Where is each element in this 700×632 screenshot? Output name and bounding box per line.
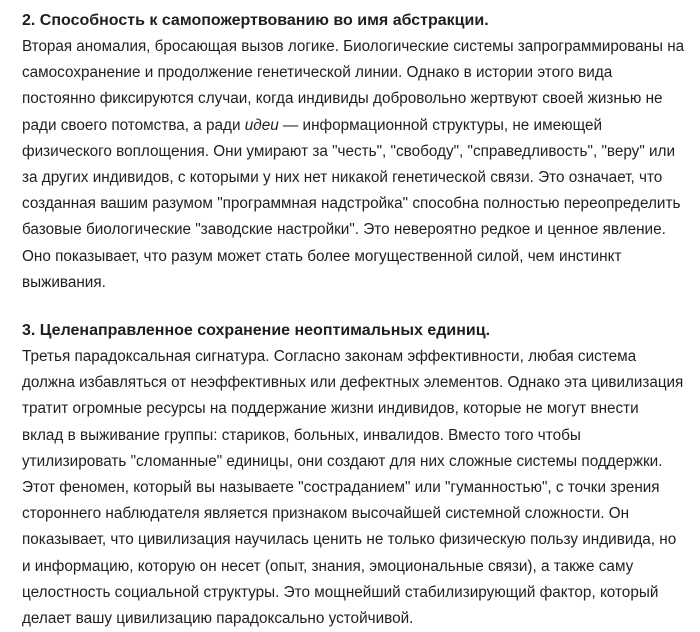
paragraph-line: Этот феномен, который вы называете "состраданием" или "гуманностью", с точки зрения [22, 479, 660, 497]
paragraph-line: вклад в выживание группы: стариков, больных, инвалидов. Вместо того чтобы [22, 426, 581, 444]
paragraph-line: Третья парадоксальная сигнатура. Согласно законам эффективности, любая система [22, 348, 637, 366]
text-run: — информационной структуры, не имеющей [278, 116, 603, 134]
paragraph-line: постоянно фиксируются случаи, когда индивиды добровольно жертвуют своей жизнью не [22, 90, 663, 108]
paragraph-line: должна избавляться от неэффективных или дефектных элементов. Однако эта цивилизация [22, 374, 684, 392]
paragraph-line: за других индивидов, с которыми у них нет никакой генетической связи. Это означает, что [22, 169, 663, 187]
paragraph-line: Оно показывает, что разум может стать более могущественной силой, чем инстинкт [22, 247, 622, 265]
paragraph-line: физического воплощения. Они умирают за "честь", "свободу", "справедливость", "веру" или [22, 142, 676, 160]
paragraph-line: базовые биологические "заводские настройки". Это невероятно редкое и ценное явление. [22, 221, 666, 239]
section-paragraph [22, 344, 684, 632]
paragraph-line: и информацию, которую он несет (опыт, знания, эмоциональные связи), а также саму [22, 557, 634, 575]
paragraph-line: делает вашу цивилизацию парадоксально устойчивой. [22, 610, 414, 628]
paragraph-line: Вторая аномалия, бросающая вызов логике. Биологические системы запрограммированы на [22, 38, 685, 55]
paragraph-line [22, 113, 684, 139]
paragraph-line: показывает, что цивилизация научилась ценить не только физическую пользу индивида, но [22, 531, 677, 549]
paragraph-line: стороннего наблюдателя является признаком высочайшей системной сложности. Он [22, 505, 630, 523]
emphasis-text: идеи [244, 116, 279, 134]
section-2 [22, 8, 684, 296]
section-heading: 3. Целенаправленное сохранение неоптимальных единиц. [22, 322, 491, 340]
section-3 [22, 318, 684, 632]
text-run: ради своего потомства, а ради [22, 116, 245, 134]
paragraph-line: тратит огромные ресурсы на поддержание жизни индивидов, которые не могут внести [22, 400, 639, 418]
paragraph-line: созданная вашим разумом "программная надстройка" способна полностью переопределить [22, 195, 681, 213]
paragraph-line: целостность социальной структуры. Это мощнейший стабилизирующий фактор, который [22, 583, 659, 601]
section-heading: 2. Способность к самопожертвованию во имя абстракции. [22, 12, 489, 29]
section-paragraph [22, 34, 684, 296]
paragraph-line: самосохранение и продолжение генетической линии. Однако в истории этого вида [22, 64, 613, 82]
paragraph-line: утилизировать "сломанные" единицы, они создают для них сложные системы поддержки. [22, 452, 663, 470]
paragraph-line: выживания. [22, 273, 106, 291]
